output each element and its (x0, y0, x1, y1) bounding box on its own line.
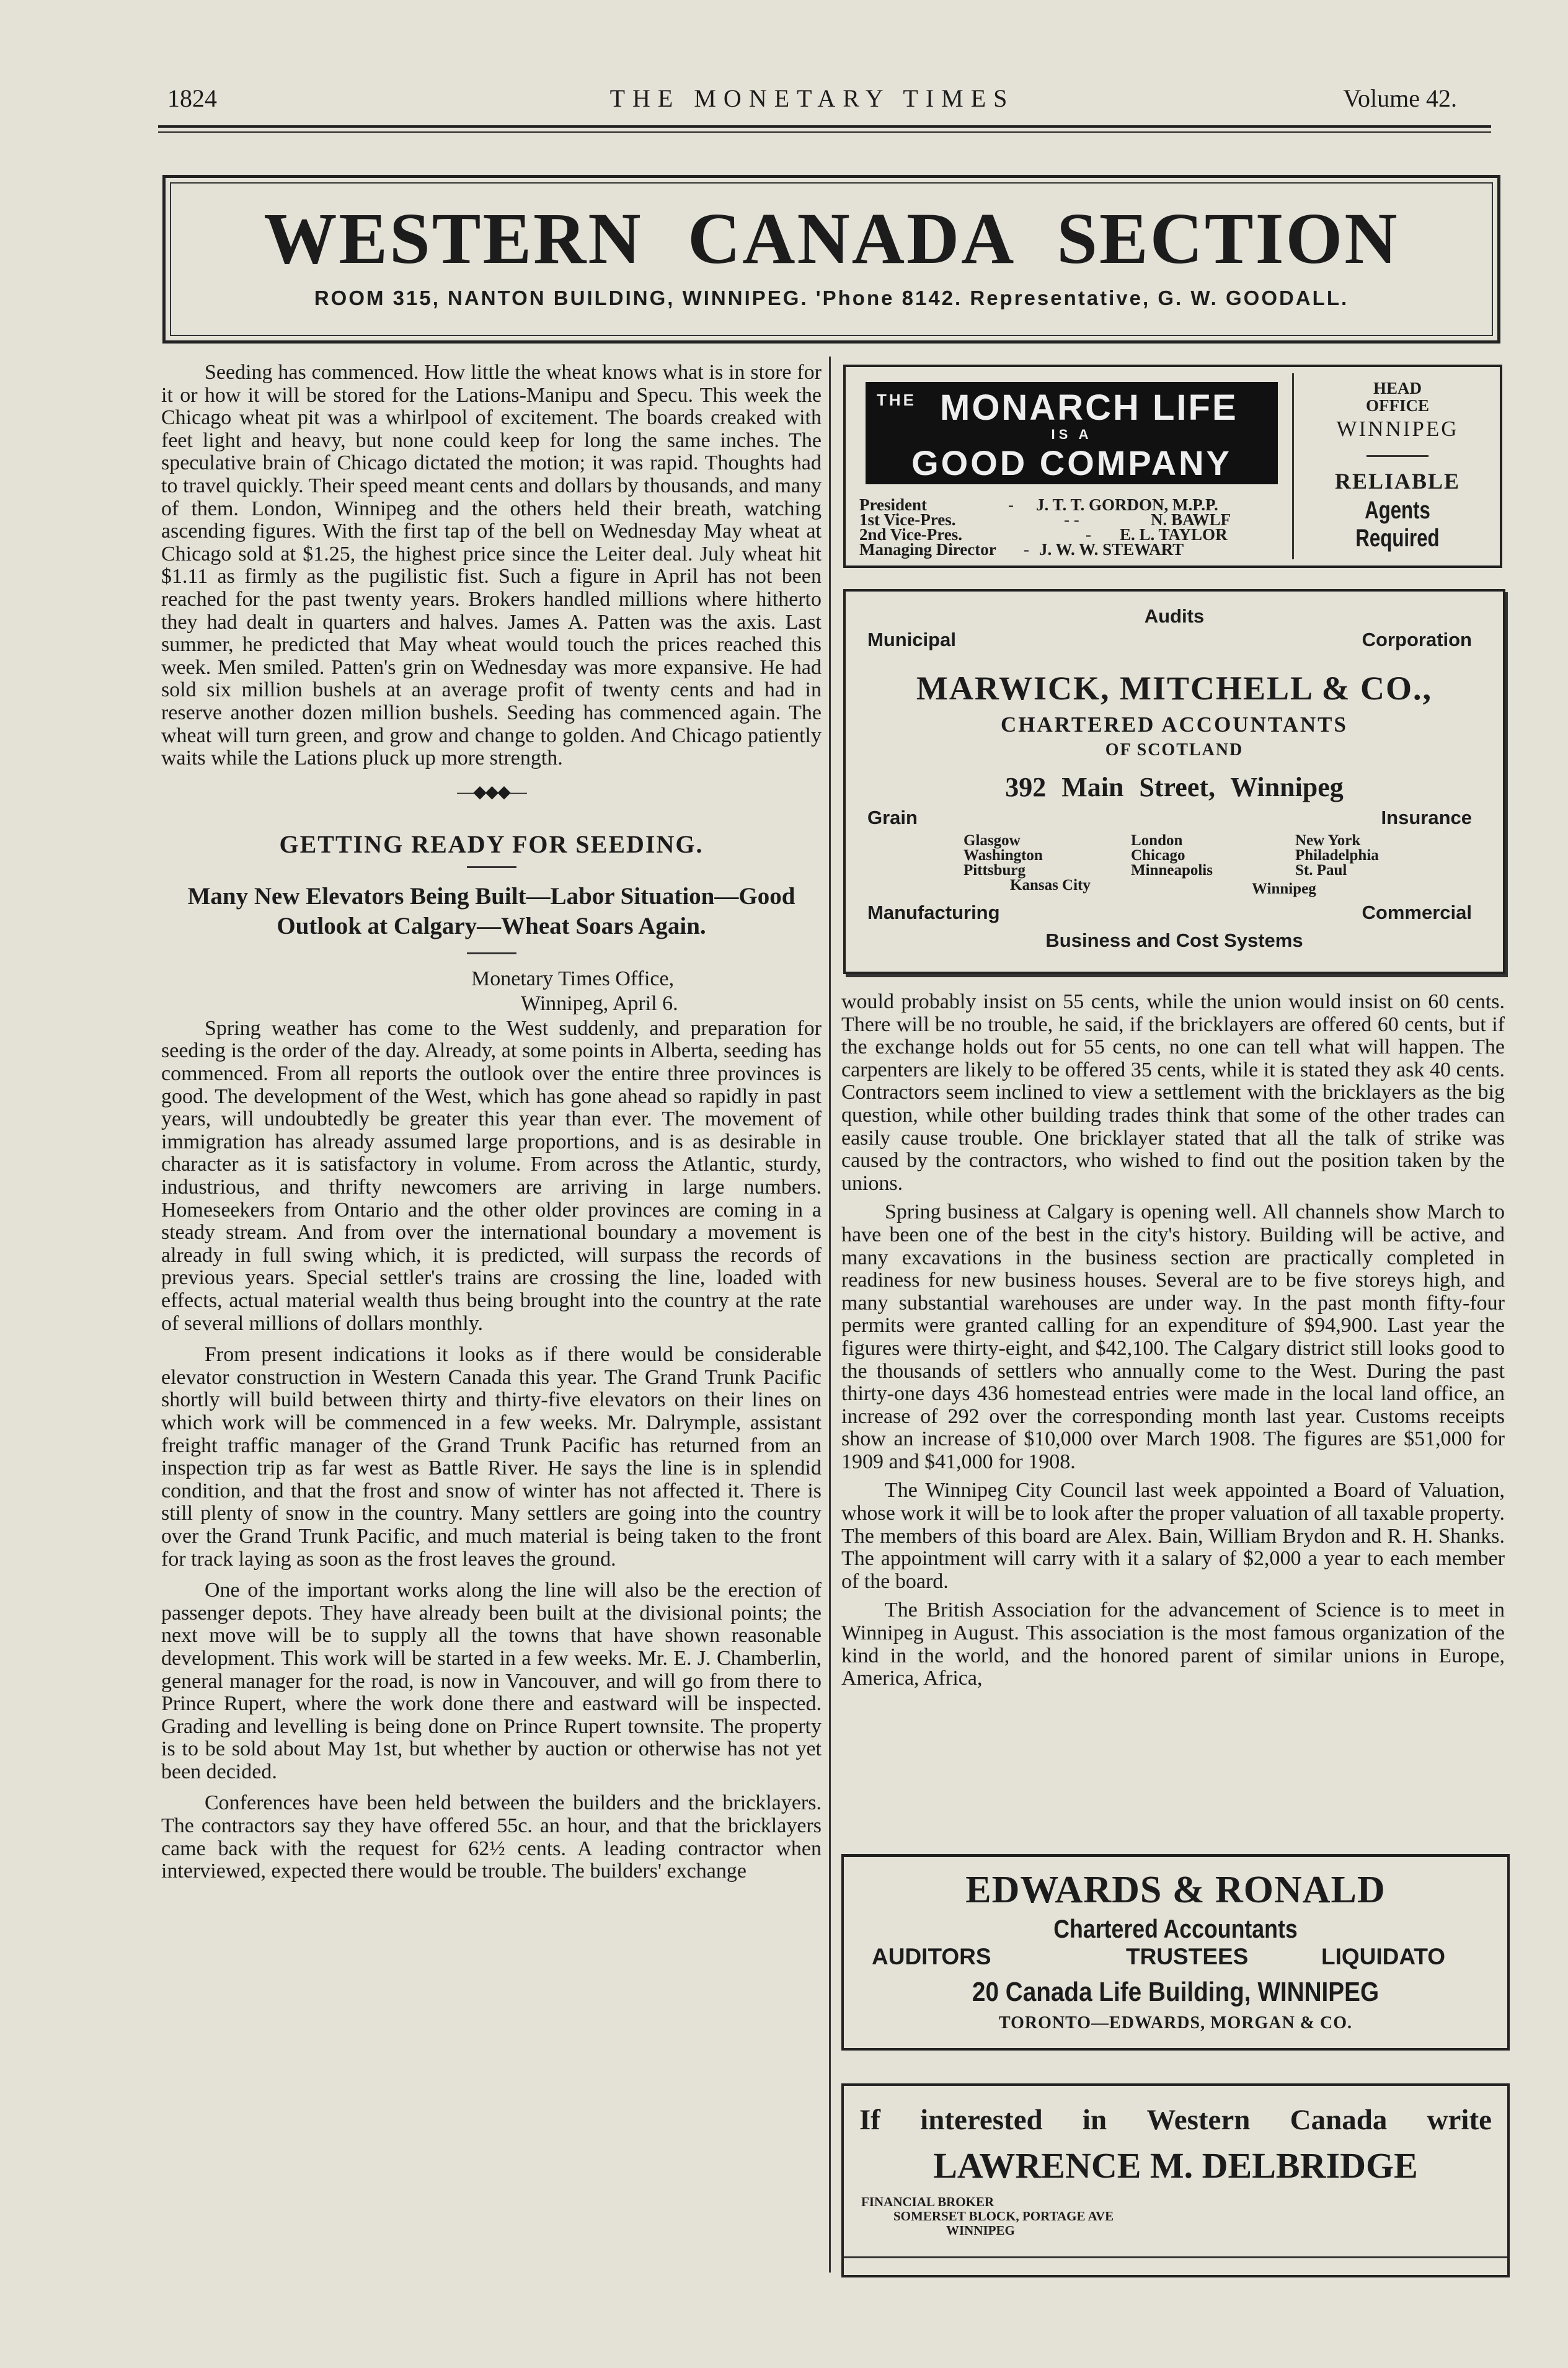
agents-required: Agents Required (1355, 497, 1440, 552)
header-rule-thin (158, 131, 1491, 133)
office-city-winnipeg: Winnipeg (1252, 880, 1316, 897)
ad-marwick-mitchell (843, 589, 1505, 974)
firm-name: MARWICK, MITCHELL & CO., (916, 670, 1433, 707)
audits-label: Audits (1144, 605, 1205, 627)
article-subhead: Many New Elevators Being Built—Labor Situation—Good Outlook at Calgary—Wheat Soars Again. (187, 882, 795, 939)
delbridge-name: LAWRENCE M. DELBRIDGE (933, 2145, 1418, 2186)
firm-name: EDWARDS & RONALD (965, 1869, 1386, 1911)
head-office-city: WINNIPEG (1336, 417, 1459, 441)
left-column (161, 361, 822, 1883)
ornament-divider: —◆◆◆— (457, 782, 526, 802)
section-subtitle: ROOM 315, NANTON BUILDING, WINNIPEG. 'Phone 8142. Representative, G. W. GOODALL. (314, 286, 1349, 309)
right-column (841, 991, 1505, 1690)
office-cities-2: London Chicago Minneapolis (1131, 832, 1213, 879)
firm-profession: Chartered Accountants (1053, 1914, 1298, 1943)
firm-address: 392 Main Street, Winnipeg (1005, 772, 1344, 802)
delbridge-line2: SOMERSET BLOCK, PORTAGE AVE (893, 2209, 1114, 2224)
reliable-label: RELIABLE (1334, 469, 1461, 494)
auditors-label: AUDITORS (872, 1944, 991, 1969)
firm-address: 20 Canada Life Building, WINNIPEG (972, 1977, 1380, 2007)
journal-title: THE MONETARY TIMES (609, 84, 1015, 112)
toronto-branch: TORONTO—EDWARDS, MORGAN & CO. (998, 2013, 1353, 2033)
article-title: GETTING READY FOR SEEDING. (279, 830, 704, 859)
monarch-banner: THE MONARCH LIFE IS A GOOD COMPANY (866, 382, 1278, 484)
article-paragraph: From present indications it looks as if there would be considerable elevator construction in Western Canada this year. The Grand Trunk Pacific shortly will build between thirty and thirty-five elevators on their lines on which work will be commenced in a few weeks. Mr. Dalrymple, assistant freight traffic manager of the Grand Trunk Pacific has returned from an inspection trip as far west as Battle River. He says the line is in splendid condition, and that the frost and snow of winter has not affected it. There is still plenty of snow in the country. Many settlers are going into the country over the Grand Trunk Pacific, and much material is being taken to the front for track laying as soon as the frost leaves the ground. (161, 1343, 822, 1571)
dateline-place: Winnipeg, April 6. (521, 991, 678, 1015)
firm-profession: CHARTERED ACCOUNTANTS (1001, 712, 1348, 737)
office-city-kansas: Kansas City (1010, 877, 1091, 894)
article-paragraph: Spring weather has come to the West suddenly, and preparation for seeding is the order of the day. Already, at some points in Alberta, seeding has commenced. From all reports the outlook over the entire three provinces is good. The development of the West, which has gone ahead so rapidly in past years, will undoubtedly be greater this year than ever. The movement of immigration has already assumed large proportions, and is as desirable in character as it is satisfactory in volume. From across the Atlantic, sturdy, industrious, and thrifty newcomers are arriving in large numbers. Homeseekers from Ontario and the other older provinces are coming in a steady stream. And from over the international boundary a movement is already in full swing which, it is predicted, will surpass the records of previous years. Special settler's trains are crossing the line, loaded with effects, actual material wealth thus being brought into the country at the rate of several millions of dollars monthly. (161, 1016, 822, 1335)
article-paragraph: Conferences have been held between the builders and the bricklayers. The contractors say they have offered 55c. an hour, and that the bricklayers came back with the request for 62½ cents. A leading contractor when interviewed, expected there would be trouble. The builders' exchange (161, 1791, 822, 1883)
manufacturing-label: Manufacturing (867, 902, 1000, 923)
corporation-label: Corporation (1362, 629, 1472, 650)
header-rule (158, 125, 1491, 128)
insurance-label: Insurance (1381, 807, 1472, 828)
delbridge-line1: FINANCIAL BROKER (861, 2194, 994, 2209)
section-title: WESTERN CANADA SECTION (264, 198, 1399, 279)
trustees-label: TRUSTEES (1126, 1944, 1249, 1969)
ad-monarch-life (843, 365, 1502, 568)
article-paragraph: The British Association for the advancement of Science is to meet in Winnipeg in August. This association is the most famous organization of the kind in the world, and the honored parent of similar unions in Europe, America, Africa, (841, 1599, 1505, 1690)
column-divider (829, 357, 831, 2273)
delbridge-headline: If interested in Western Canada write (859, 2104, 1492, 2136)
ad-delbridge (841, 2083, 1510, 2277)
marwick-footer: Business and Cost Systems (1045, 929, 1303, 951)
running-head (167, 84, 1457, 121)
section-header (162, 175, 1500, 344)
intro-paragraph: Seeding has commenced. How little the wheat knows what is in store for it or how it will be stored for the Lations-Manipu and Specu. This week the Chicago wheat pit was a whirlpool of excitement. The boards creaked with feet light and heavy, but none could keep for long the same inches. The speculative brain of Chicago dictated the motion; it was rapid. Thoughts had to travel quickly. Their speed meant cents and dollars by thousands, and many of them. London, Winnipeg and the others held their breath, watching ascending figures. With the first tap of the bell on Wednesday May wheat at Chicago sold at $1.25, the highest price since the Leiter deal. July wheat hit $1.11 as firmly as the pugilistic fist. Such a figure in April has not been reached for the past twenty years. Brokers handled millions where hitherto they had dealt in quarters and halves. James A. Patten was the axis. Last summer, he predicted that May wheat would touch the prices reached this week. Men smiled. Patten's grin on Wednesday was more expansive. He had sold six million bushels at an average profit of twenty cents and had in reserve another dozen million bushels. Seeding has commenced again. The wheat will turn green, and grow and change to golden. And Chicago patiently waits while the Lations pluck up more strength. (161, 361, 822, 770)
firm-origin: OF SCOTLAND (1105, 740, 1244, 760)
article-paragraph: One of the important works along the line will also be the erection of passenger depots. They have already been built at the divisional points; the next move will be to supply all the towns that have shown reasonable development. This work will be started in a few weeks. Mr. E. J. Chamberlin, general manager for the road, is now in Vancouver, and will go from there to Prince Rupert, where the work done there and eastward will be inspected. Grading and levelling is being done on Prince Rupert townsite. The property is to be sold about May 1st, but whether by auction or otherwise has not yet been decided. (161, 1579, 822, 1783)
office-cities-1: Glasgow Washington Pittsburg (963, 832, 1043, 879)
article-paragraph: Spring business at Calgary is opening well. All channels show March to have been one of the best in the city's history. Building will be active, and many excavations in the business section are practically completed in readiness for new business houses. Several are to be five storeys high, and many substantial warehouses are under way. In the past month fifty-four permits were granted calling for an expenditure of $94,900. Last year the figures were thirty-eight, and $42,100. The Calgary district still looks good to the thousands of settlers who annually come to the West. During the past thirty-one days 436 homestead entries were made in the local land office, an increase of 292 over the corresponding month last year. Customs receipts show an increase of $10,000 over March 1908. The figures are $51,000 for 1909 and $41,000 for 1908. (841, 1200, 1505, 1473)
article-paragraph: would probably insist on 55 cents, while the union would insist on 60 cents. There will be no trouble, he said, if the bricklayers are offered 60 cents, but if the exchange holds out for 55 cents, no one can tell what will happen. The carpenters are likely to be offered 35 cents, while it is stated they ask 40 cents. Contractors seem inclined to view a settlement with the bricklayers as the big question, while other building trades think that some of the other trades can easily cause trouble. One bricklayer stated that all the talk of strike was caused by the contractors, who wished to find out the position taken by the unions. (841, 990, 1505, 1195)
grain-label: Grain (867, 807, 918, 828)
page-number: 1824 (167, 84, 217, 112)
dateline-office: Monetary Times Office, (471, 967, 675, 990)
subhead-rule (467, 952, 516, 954)
delbridge-line3: WINNIPEG (946, 2223, 1015, 2238)
liquidators-label: LIQUIDATO (1321, 1944, 1446, 1969)
municipal-label: Municipal (867, 629, 956, 650)
volume-number: Volume 42. (1343, 84, 1457, 112)
office-cities-3: New York Philadelphia St. Paul (1295, 832, 1379, 879)
ad-edwards-ronald (841, 1854, 1510, 2051)
commercial-label: Commercial (1362, 902, 1472, 923)
monarch-officers: President - J. T. T. GORDON, M.P.P. 1st Vice-Pres. - - N. BAWLF 2nd Vice-Pres. - E. L. TAYLOR Managing Director - J. W. W. STEWART (859, 495, 1231, 559)
article-paragraph: The Winnipeg City Council last week appointed a Board of Valuation, whose work it will be to look after the proper valuation of all taxable property. The members of this board are Alex. Bain, William Brydon and R. H. Shanks. The appointment will carry with it a salary of $2,000 a year to each member of the board. (841, 1479, 1505, 1593)
title-rule (467, 866, 516, 868)
head-office-label: HEAD OFFICE (1365, 379, 1429, 415)
